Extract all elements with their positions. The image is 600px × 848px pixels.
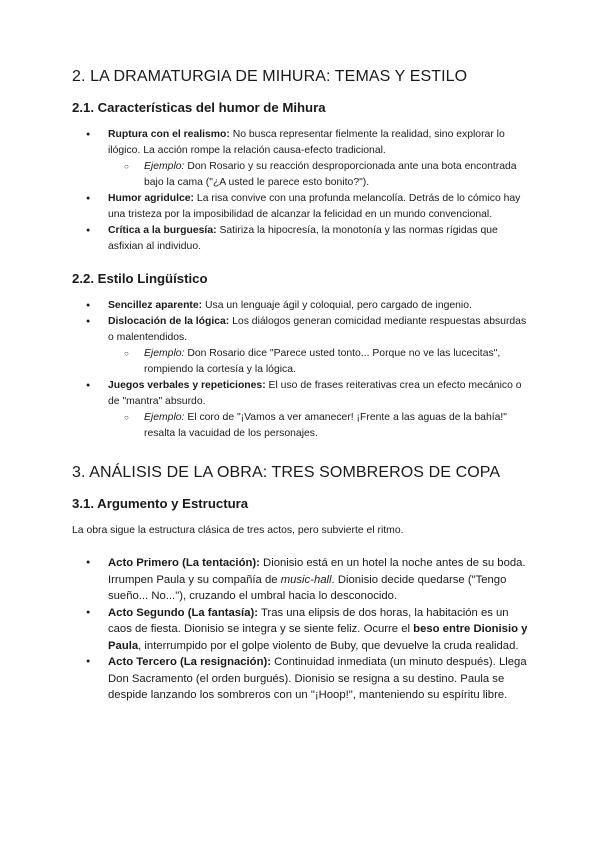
item-italic-text: music-hall	[280, 573, 332, 586]
example-item	[144, 159, 528, 191]
item-text: Continuidad inmediata (un minuto después). Llega Don Sacramento (el orden burgués). Dionisio se resigna a su destino. Paula se despide lanzando los sombreros con un "¡Hoop!", manteniendo su espíritu libre.	[108, 656, 527, 701]
example-list	[108, 410, 528, 442]
list-item	[108, 127, 528, 191]
section-2-title: 2. LA DRAMATURGIA DE MIHURA: TEMAS Y ESTILO	[72, 68, 468, 85]
item-bold-text: beso entre Dionisio y Paula	[108, 623, 528, 652]
list-item	[108, 654, 528, 704]
item-text: El uso de frases reiterativas crea un efecto mecánico o de "mantra" absurdo.	[108, 380, 522, 407]
list-item	[108, 298, 528, 314]
example-text: Don Rosario y su reacción desproporcionada ante una bota encontrada bajo la cama ("¿A usted le parece esto bonito?").	[144, 161, 517, 188]
subsection-2-1-title: 2.1. Características del humor de Mihura	[72, 100, 326, 115]
acts-list	[72, 555, 528, 704]
list-item	[108, 191, 528, 223]
example-text: Don Rosario dice "Parece usted tonto... Porque no ve las lucecitas", rompiendo la cortesía y la lógica.	[144, 348, 501, 375]
list-item	[108, 378, 528, 442]
item-term: Ruptura con el realismo:	[108, 129, 230, 140]
item-text: , interrumpido por el golpe violento de Buby, que devuelve la cruda realidad.	[138, 639, 519, 652]
subsection-2-2-title: 2.2. Estilo Lingüístico	[72, 271, 208, 286]
example-label: Ejemplo:	[144, 348, 185, 359]
humor-list	[72, 127, 528, 255]
item-term: Sencillez aparente:	[108, 300, 203, 311]
example-item	[144, 410, 528, 442]
example-label: Ejemplo:	[144, 161, 185, 172]
list-item	[108, 314, 528, 378]
item-term: Acto Tercero (La resignación):	[108, 656, 271, 668]
item-text: . Dionisio decide quedarse ("Tengo sueño... No..."), cruzando el umbral hacia lo desconocido.	[108, 573, 507, 602]
item-text: Satiriza la hipocresía, la monotonía y las normas rígidas que asfixian al individuo.	[108, 225, 498, 252]
example-list	[108, 159, 528, 191]
item-term: Crítica a la burguesía:	[108, 225, 217, 236]
list-item	[108, 223, 528, 255]
item-term: Acto Primero (La tentación):	[108, 557, 260, 569]
example-list	[108, 346, 528, 378]
item-text: La risa convive con una profunda melancolía. Detrás de lo cómico hay una tristeza por la imposibilidad de alcanzar la felicidad en un mundo convencional.	[108, 193, 521, 220]
subsection-3-1-title: 3.1. Argumento y Estructura	[72, 496, 249, 511]
item-text: No busca representar fielmente la realidad, sino explorar lo ilógico. La acción rompe la relación causa-efecto tradicional.	[108, 129, 505, 156]
item-text: Los diálogos generan comicidad mediante respuestas absurdas o malentendidos.	[108, 316, 527, 343]
item-text: Dionisio está en un hotel la noche antes de su boda. Irrumpen Paula y su compañía de	[108, 557, 526, 586]
example-label: Ejemplo:	[144, 412, 185, 423]
item-text: Tras una elipsis de dos horas, la habitación es un caos de fiesta. Dionisio se integra y se siente feliz. Ocurre el	[108, 606, 509, 635]
example-text: El coro de "¡Vamos a ver amanecer! ¡Frente a las aguas de la bahía!" resalta la vacuidad de los personajes.	[144, 412, 507, 439]
item-term: Dislocación de la lógica:	[108, 316, 230, 327]
list-item	[108, 605, 528, 655]
item-term: Humor agridulce:	[108, 193, 195, 204]
example-item	[144, 346, 528, 378]
list-item	[108, 555, 528, 605]
item-text: Usa un lenguaje ágil y coloquial, pero cargado de ingenio.	[202, 300, 472, 311]
item-term: Acto Segundo (La fantasía):	[108, 606, 259, 619]
item-term: Juegos verbales y repeticiones:	[108, 380, 266, 391]
section-3-title: 3. ANÁLISIS DE LA OBRA: TRES SOMBREROS DE COPA	[72, 464, 501, 481]
intro-paragraph: La obra sigue la estructura clásica de tres actos, pero subvierte el ritmo.	[72, 525, 404, 536]
style-list	[72, 298, 528, 442]
